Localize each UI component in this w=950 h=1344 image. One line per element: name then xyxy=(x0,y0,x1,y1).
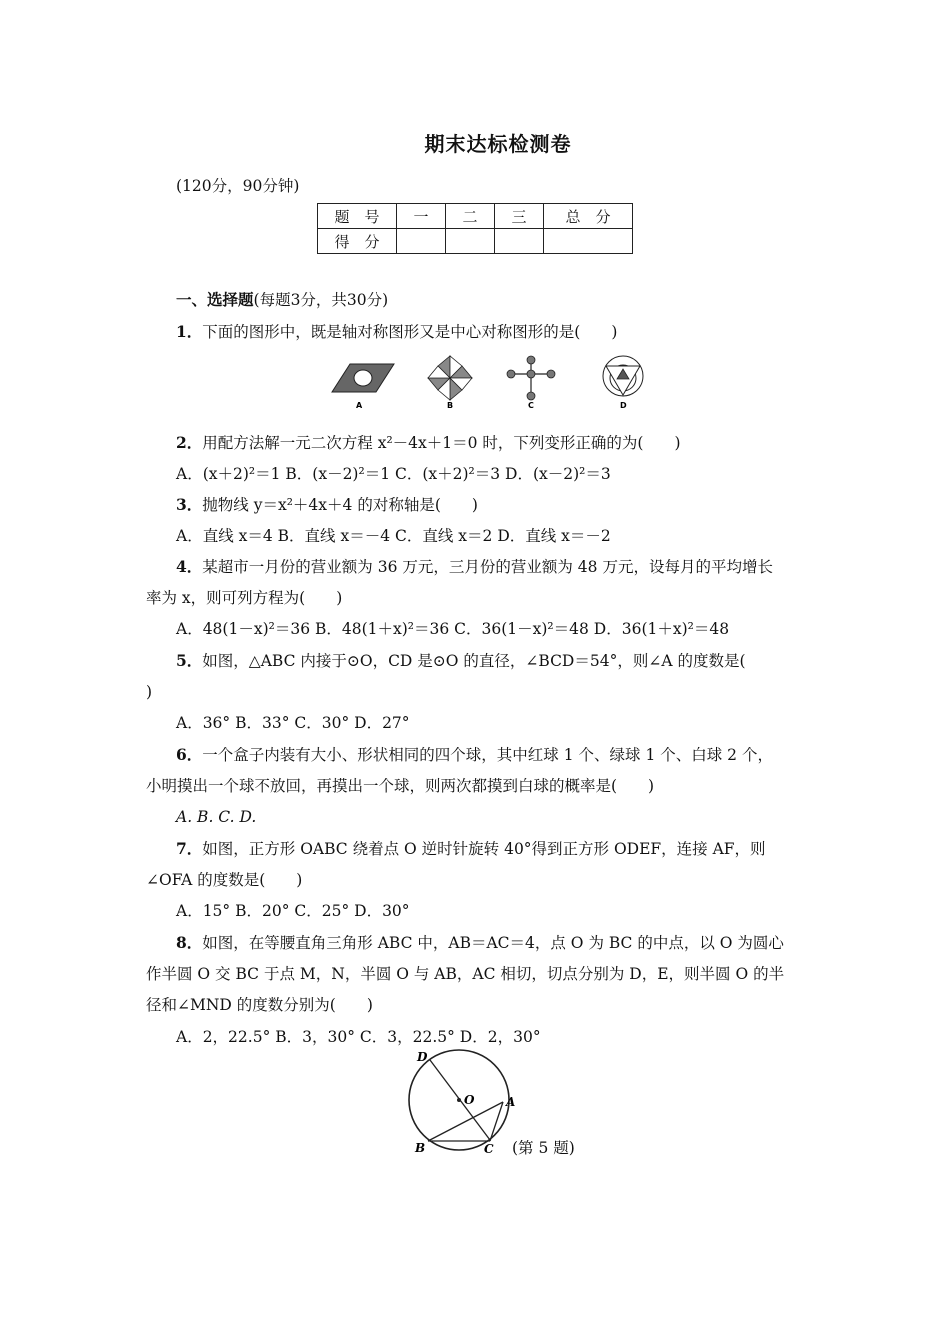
question-number: 8． xyxy=(176,933,203,952)
figure-label: B xyxy=(447,401,454,410)
section-title: 一、选择题 xyxy=(176,290,254,309)
question-number: 6． xyxy=(176,745,203,764)
question-5 xyxy=(176,651,746,671)
point-label: O xyxy=(464,1093,475,1107)
question-text-continued: ∠OFA 的度数是( ) xyxy=(146,871,303,889)
question-text: 如图，正方形 OABC 绕着点 O 逆时针旋转 40°得到正方形 ODEF，连接 AF，则 xyxy=(202,840,766,858)
score-cell[interactable] xyxy=(446,229,495,254)
question-number: 7． xyxy=(176,839,203,858)
question-number: 2． xyxy=(176,433,203,452)
page-title: 期末达标检测卷 xyxy=(424,132,572,156)
question-text: 一个盒子内装有大小、形状相同的四个球，其中红球 1 个、绿球 1 个、白球 2 个， xyxy=(202,746,773,764)
figure-d-circle-triangle xyxy=(603,356,643,410)
question-options: A．直线 x＝4 B．直线 x＝－4 C．直线 x＝2 D．直线 x＝－2 xyxy=(176,527,611,545)
question-text-continued: 径和∠MND 的度数分别为( ) xyxy=(146,996,373,1014)
figure-label: C xyxy=(528,401,534,410)
question-text-continued: ) xyxy=(146,683,153,701)
question-number: 3． xyxy=(176,495,203,514)
question-options: A．36° B．33° C．30° D．27° xyxy=(176,714,410,732)
figure-label: D xyxy=(620,401,627,410)
score-header-cell: 三 xyxy=(495,204,544,229)
question-8 xyxy=(176,933,784,953)
question-text: 某超市一月份的营业额为 36 万元，三月份的营业额为 48 万元，设每月的平均增长 xyxy=(202,558,773,576)
question-options: A. B. C. D. xyxy=(176,808,257,826)
score-header-cell: 一 xyxy=(397,204,446,229)
question-text: 下面的图形中，既是轴对称图形又是中心对称图形的是( ) xyxy=(202,323,618,341)
question-6 xyxy=(176,745,773,765)
question-text-continued: 小明摸出一个球不放回，再摸出一个球，则两次都摸到白球的概率是( ) xyxy=(146,777,655,795)
question-text-continued: 率为 x，则可列方程为( ) xyxy=(146,589,343,607)
question-number: 1． xyxy=(176,322,203,341)
score-header-cell: 题 号 xyxy=(318,204,397,229)
figure-caption: (第 5 题) xyxy=(512,1139,575,1157)
figure-b-pinwheel xyxy=(428,356,472,410)
question-text: 如图，在等腰直角三角形 ABC 中，AB＝AC＝4，点 O 为 BC 的中点，以 O 为圆心 xyxy=(202,934,784,952)
question-7 xyxy=(176,839,766,859)
q1-figures xyxy=(320,352,660,414)
score-cell[interactable] xyxy=(495,229,544,254)
score-header-cell: 总 分 xyxy=(544,204,633,229)
section-note: (每题3分，共30分) xyxy=(253,291,389,309)
exam-meta: (120分，90分钟) xyxy=(176,177,300,195)
question-text: 抛物线 y＝x²＋4x＋4 的对称轴是( ) xyxy=(202,496,478,514)
question-options: A．(x＋2)²＝1 B．(x－2)²＝1 C．(x＋2)²＝3 D．(x－2)²＝3 xyxy=(176,465,611,483)
question-text: 如图，△ABC 内接于⊙O，CD 是⊙O 的直径，∠BCD＝54°，则∠A 的度数是( xyxy=(202,652,746,670)
question-3 xyxy=(176,495,478,515)
point-label: A xyxy=(506,1095,516,1109)
figure-c-cross xyxy=(507,356,555,410)
question-1 xyxy=(176,322,617,342)
point-label: C xyxy=(484,1142,494,1156)
score-cell[interactable] xyxy=(397,229,446,254)
figure-label: A xyxy=(356,401,363,410)
score-cell[interactable] xyxy=(544,229,633,254)
question-text-continued: 作半圆 O 交 BC 于点 M，N，半圆 O 与 AB，AC 相切，切点分别为 D，E，则半圆 O 的半 xyxy=(146,965,785,983)
question-text: 用配方法解一元二次方程 x²－4x＋1＝0 时，下列变形正确的为( ) xyxy=(202,434,681,452)
question-options: A．15° B．20° C．25° D．30° xyxy=(176,902,410,920)
question-number: 5． xyxy=(176,651,203,670)
question-options: A．2，22.5° B．3，30° C．3，22.5° D．2，30° xyxy=(176,1028,541,1046)
score-table-score-row xyxy=(318,229,633,254)
section-heading xyxy=(176,290,388,310)
score-table xyxy=(317,203,633,254)
figure-a-parallelogram xyxy=(332,364,394,410)
question-number: 4． xyxy=(176,557,203,576)
score-table-header-row xyxy=(318,204,633,229)
question-4 xyxy=(176,557,773,577)
question-2 xyxy=(176,433,681,453)
question-options: A．48(1－x)²＝36 B．48(1＋x)²＝36 C．36(1－x)²＝48 D．36(1＋x)²＝48 xyxy=(176,620,730,638)
center-point xyxy=(457,1098,461,1102)
score-row-label: 得 分 xyxy=(318,229,397,254)
score-header-cell: 二 xyxy=(446,204,495,229)
point-label: D xyxy=(417,1050,428,1064)
point-label: B xyxy=(415,1141,426,1155)
